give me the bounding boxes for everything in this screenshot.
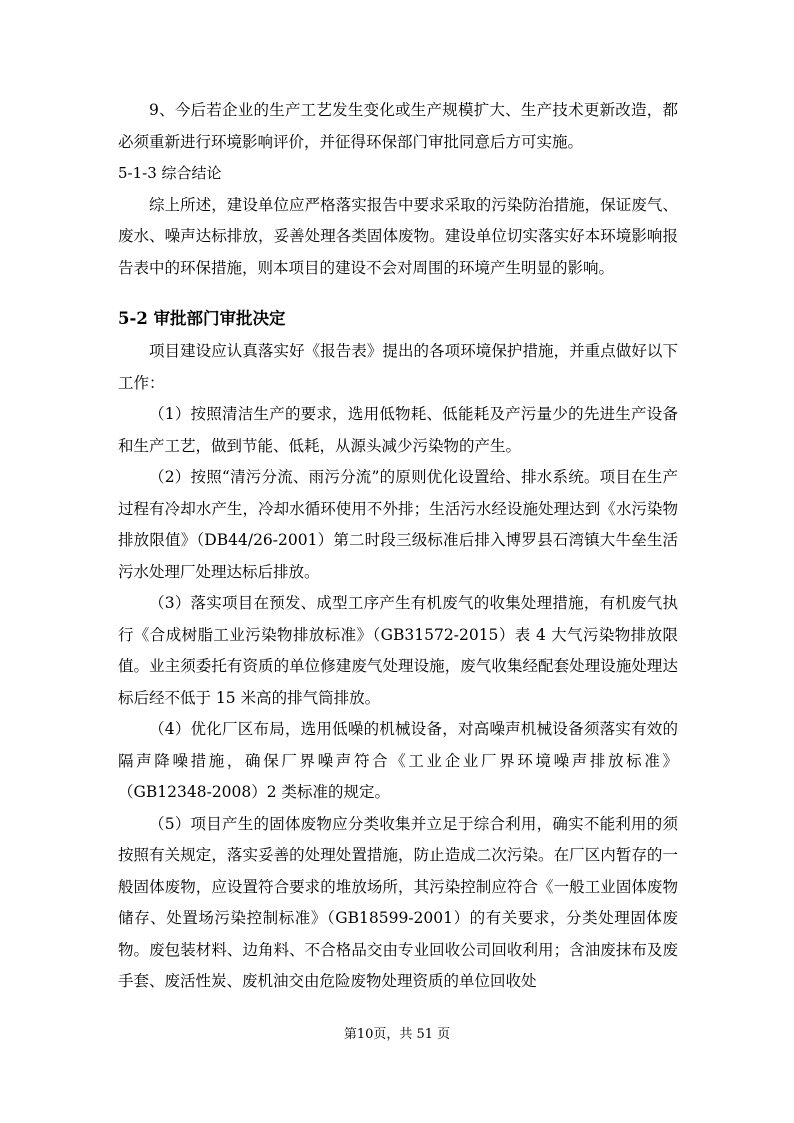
document-body bbox=[118, 95, 678, 998]
list-item-4: （4）优化厂区布局，选用低噪的机械设备，对高噪声机械设备须落实有效的隔声降噪措施，确保厂界噪声符合《工业企业厂界环境噪声排放标准》（GB12348-2008）2 类标准的规定。 bbox=[118, 720, 678, 801]
intro-paragraph: 项目建设应认真落实好《报告表》提出的各项环境保护措施，并重点做好以下工作： bbox=[118, 342, 678, 392]
page-footer: 第10页，共 51 页 bbox=[343, 1027, 451, 1042]
list-item-1: （1）按照清洁生产的要求，选用低物耗、低能耗及产污量少的先进生产设备和生产工艺，做到节能、低耗，从源头减少污染物的产生。 bbox=[118, 405, 678, 455]
conclusion-paragraph: 综上所述，建设单位应严格落实报告中要求采取的污染防治措施，保证废气、废水、噪声达标排放，妥善处理各类固体废物。建设单位切实落实好本环境影响报告表中的环保措施，则本项目的建设不会对周围的环境产生明显的影响。 bbox=[118, 195, 678, 277]
list-item-2: （2）按照“清污分流、雨污分流”的原则优化设置给、排水系统。项目在生产过程有冷却水产生，冷却水循环使用不外排；生活污水经设施处理达到《水污染物排放限值》（DB44/26-2001）第二时段三级标准后排入博罗县石湾镇大牛垒生活污水处理厂处理达标后排放。 bbox=[118, 468, 678, 581]
paragraph-item-9: 9、今后若企业的生产工艺发生变化或生产规模扩大、生产技术更新改造，都必须重新进行环境影响评价，并征得环保部门审批同意后方可实施。 bbox=[118, 101, 678, 151]
list-item-3: （3）落实项目在预发、成型工序产生有机废气的收集处理措施，有机废气执行《合成树脂工业污染物排放标准》（GB31572-2015）表 4 大气污染物排放限值。业主须委托有资质的单位修建废气处理设施，废气收集经配套处理设施处理达标后经不低于 15 米高的排气筒排放。 bbox=[118, 594, 678, 707]
section-heading: 5-2 审批部门审批决定 bbox=[118, 309, 286, 328]
subsection-title: 5-1-3 综合结论 bbox=[118, 164, 222, 182]
list-item-5: （5）项目产生的固体废物应分类收集并立足于综合利用，确实不能利用的须按照有关规定，落实妥善的处理处置措施，防止造成二次污染。在厂区内暂存的一般固体废物，应设置符合要求的堆放场所，其污染控制应符合《一般工业固体废物储存、处置场污染控制标准》（GB18599-2001）的有关要求，分类处理固体废物。废包装材料、边角料、不合格品交由专业回收公司回收利用；含油废抹布及废手套、废活性炭、废机油交由危险废物处理资质的单位回收处 bbox=[118, 814, 678, 990]
